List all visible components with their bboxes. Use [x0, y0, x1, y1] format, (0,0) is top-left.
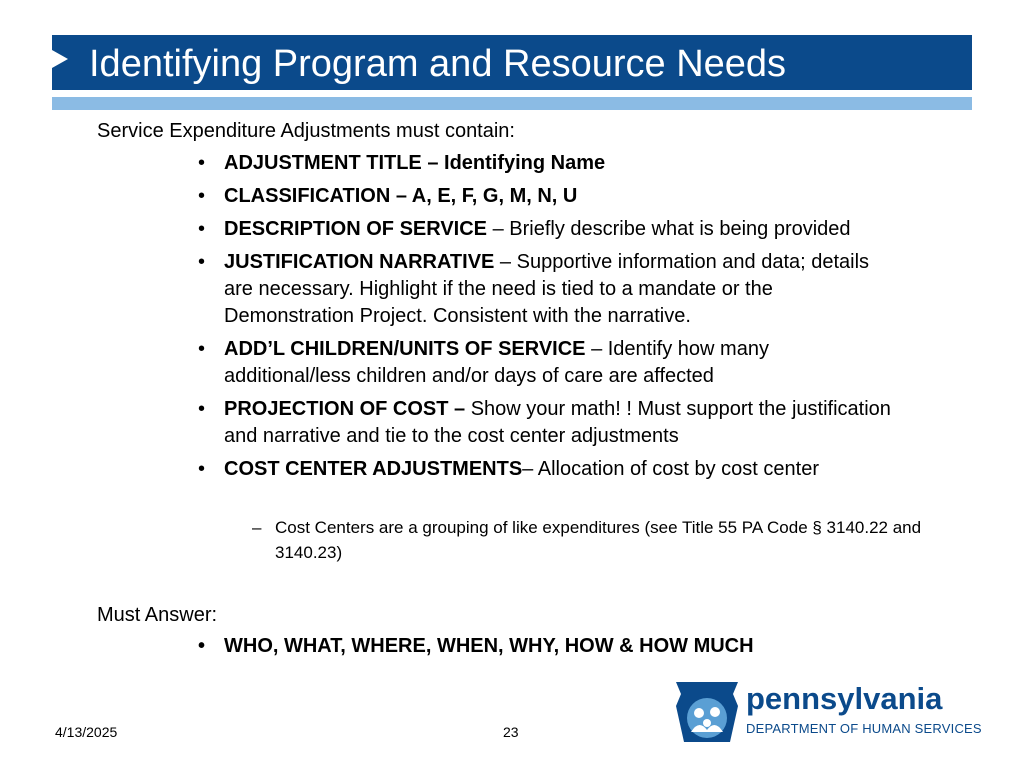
- list-item: [196, 456, 896, 483]
- list-item: • WHO, WHAT, WHERE, WHEN, WHY, HOW & HOW MUCH: [196, 633, 754, 660]
- intro-text: Service Expenditure Adjustments must contain:: [97, 120, 515, 142]
- must-answer-heading: Must Answer:: [97, 604, 218, 626]
- item-heading: PROJECTION OF COST –: [224, 398, 466, 420]
- item-text: – Supportive information and data; details are necessary. Highlight if the need is tied to a mandate or the Demonstration Project. Consistent with the narrative.: [224, 251, 870, 327]
- title-arrow-icon: [52, 50, 68, 68]
- list-item: [196, 396, 896, 450]
- item-heading: DESCRIPTION OF SERVICE: [224, 218, 488, 240]
- item-text: – Allocation of cost by cost center: [522, 458, 819, 480]
- requirements-list: [196, 150, 896, 489]
- footer-date: 4/13/2025: [55, 724, 118, 740]
- logo-wordmark: pennsylvania: [746, 681, 943, 716]
- page-number: 23: [503, 724, 519, 740]
- list-item: [196, 249, 896, 330]
- item-text: – Briefly describe what is being provided: [487, 218, 851, 240]
- item-heading: ADJUSTMENT TITLE – Identifying Name: [224, 152, 606, 174]
- list-item: [196, 150, 896, 177]
- list-item: [196, 183, 896, 210]
- logo-department: DEPARTMENT OF HUMAN SERVICES: [746, 721, 982, 736]
- slide-title: Identifying Program and Resource Needs: [89, 43, 787, 85]
- item-heading: JUSTIFICATION NARRATIVE: [224, 251, 495, 273]
- item-heading: CLASSIFICATION – A, E, F, G, M, N, U: [224, 185, 578, 207]
- keystone-family-icon: [672, 680, 742, 746]
- pa-dhs-logo: [672, 680, 982, 748]
- item-text: Show your math! ! Must support the justification and narrative and tie to the cost center adjustments: [224, 398, 891, 447]
- sub-bullet-dash: –: [252, 518, 262, 537]
- title-rule: [52, 97, 972, 110]
- sub-bullet-text: Cost Centers are a grouping of like expenditures (see Title 55 PA Code § 3140.22 and 3140.23): [275, 518, 922, 562]
- item-heading: COST CENTER ADJUSTMENTS: [224, 458, 523, 480]
- must-answer-list: [196, 633, 754, 660]
- item-text: – Identify how many additional/less children and/or days of care are affected: [224, 338, 769, 387]
- list-item: [196, 216, 896, 243]
- item-heading: ADD’L CHILDREN/UNITS OF SERVICE: [224, 338, 586, 360]
- sub-bullet: [252, 515, 932, 565]
- list-item: [196, 336, 896, 390]
